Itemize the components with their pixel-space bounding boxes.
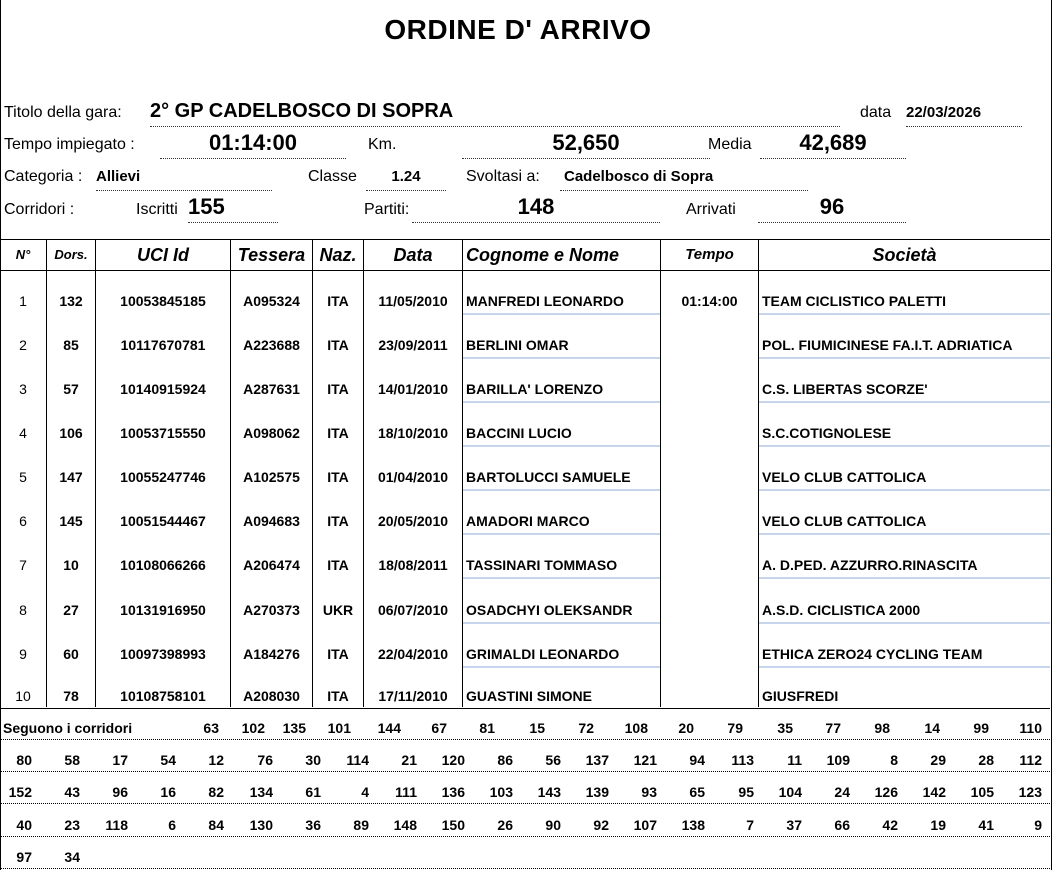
- team-cell: TEAM CICLISTICO PALETTI: [762, 293, 947, 309]
- uci-id-cell: 10108066266: [120, 557, 206, 573]
- row-divider: [463, 533, 660, 535]
- follower-bib: 152: [8, 784, 32, 800]
- row-divider: [463, 401, 660, 403]
- follower-bib: 28: [978, 752, 994, 768]
- follower-bib: 98: [874, 720, 890, 736]
- follower-bib: 142: [922, 784, 946, 800]
- team-cell: VELO CLUB CATTOLICA: [762, 513, 927, 529]
- followers-line-rule: [0, 803, 1050, 804]
- km-label: Km.: [368, 136, 397, 153]
- team-cell: VELO CLUB CATTOLICA: [762, 469, 927, 485]
- uci-id-cell: 10131916950: [120, 602, 206, 618]
- birthdate-cell: 18/08/2011: [378, 557, 448, 573]
- uci-id-cell: 10055247746: [120, 469, 206, 485]
- follower-bib: 42: [882, 817, 898, 833]
- follower-bib: 35: [777, 720, 793, 736]
- follower-bib: 118: [105, 817, 128, 833]
- follower-bib: 26: [497, 817, 513, 833]
- follower-bib: 90: [545, 817, 561, 833]
- follower-bib: 82: [208, 784, 224, 800]
- follower-bib: 148: [393, 817, 417, 833]
- follower-bib: 58: [64, 752, 80, 768]
- birthdate-cell: 17/11/2010: [378, 688, 448, 704]
- follower-bib: 102: [241, 720, 265, 736]
- license-cell: A287631: [243, 381, 300, 397]
- team-cell: C.S. LIBERTAS SCORZE': [762, 381, 928, 397]
- follower-bib: 9: [1034, 817, 1042, 833]
- follower-bib: 107: [633, 817, 657, 833]
- uci-id-cell: 10051544467: [120, 513, 206, 529]
- category-value: Allievi: [96, 168, 141, 185]
- follower-bib: 24: [834, 784, 850, 800]
- race-title-field: [150, 100, 840, 127]
- race-title-value: 2° GP CADELBOSCO DI SOPRA: [150, 100, 454, 122]
- follower-bib: 126: [874, 784, 898, 800]
- follower-bib: 36: [305, 817, 321, 833]
- nation-cell: ITA: [327, 513, 349, 529]
- follower-bib: 150: [441, 817, 465, 833]
- follower-bib: 89: [353, 817, 369, 833]
- name-cell: GRIMALDI LEONARDO: [466, 646, 620, 662]
- follower-bib: 95: [738, 784, 754, 800]
- license-cell: A206474: [243, 557, 300, 573]
- row-divider: [463, 445, 660, 447]
- follower-bib: 111: [395, 784, 417, 800]
- birthdate-cell: 11/05/2010: [378, 293, 448, 309]
- license-cell: A184276: [243, 646, 300, 662]
- birthdate-cell: 20/05/2010: [377, 513, 449, 529]
- license-cell: A102575: [243, 469, 300, 485]
- table-bottom-line: [0, 708, 1050, 709]
- team-cell: POL. FIUMICINESE FA.I.T. ADRIATICA: [762, 337, 1013, 353]
- header-time: Tempo: [685, 246, 734, 263]
- followers-line-rule: [0, 771, 1050, 772]
- follower-bib: 14: [924, 720, 940, 736]
- bib-cell: 60: [63, 646, 79, 662]
- row-divider: [759, 313, 1050, 315]
- enrolled-value: 155: [188, 194, 278, 223]
- follower-bib: 123: [1018, 784, 1042, 800]
- follower-bib: 97: [16, 849, 32, 865]
- held-value: Cadelbosco di Sopra: [564, 168, 714, 185]
- follower-bib: 130: [249, 817, 273, 833]
- follower-bib: 21: [401, 752, 417, 768]
- follower-bib: 63: [203, 720, 219, 736]
- header-rank: N°: [15, 247, 31, 262]
- header-nation: Naz.: [319, 245, 357, 265]
- avg-label: Media: [708, 136, 752, 153]
- follower-bib: 103: [489, 784, 513, 800]
- enrolled-label: Iscritti: [136, 201, 178, 218]
- birthdate-cell: 14/01/2010: [377, 381, 449, 397]
- avg-value: 42,689: [760, 130, 906, 159]
- arrived-value: 96: [758, 194, 906, 223]
- license-cell: A098062: [243, 425, 300, 441]
- row-divider: [759, 622, 1050, 624]
- follower-bib: 143: [537, 784, 561, 800]
- follower-bib: 120: [441, 752, 465, 768]
- bib-cell: 27: [63, 602, 79, 618]
- table-top-line: [0, 239, 1050, 240]
- follower-bib: 138: [681, 817, 705, 833]
- header-birthdate: Data: [393, 245, 433, 265]
- rank-cell: 8: [19, 602, 27, 618]
- arrived-label: Arrivati: [686, 201, 736, 218]
- follower-bib: 43: [64, 784, 80, 800]
- uci-id-cell: 10117670781: [120, 337, 206, 353]
- name-cell: BERLINI OMAR: [466, 337, 569, 353]
- follower-bib: 61: [305, 784, 321, 800]
- follower-bib: 54: [160, 752, 176, 768]
- row-divider: [759, 489, 1050, 491]
- nation-cell: ITA: [327, 337, 349, 353]
- follower-bib: 121: [633, 752, 657, 768]
- row-divider: [463, 357, 660, 359]
- follower-bib: 8: [890, 752, 898, 768]
- follower-bib: 6: [168, 817, 176, 833]
- follower-bib: 114: [346, 752, 369, 768]
- header-team: Società: [872, 245, 937, 265]
- time-label: Tempo impiegato :: [4, 136, 135, 153]
- follower-bib: 93: [641, 784, 657, 800]
- follower-bib: 139: [585, 784, 609, 800]
- nation-cell: ITA: [327, 381, 349, 397]
- bib-cell: 85: [63, 337, 79, 353]
- row-divider: [463, 489, 660, 491]
- row-divider: [759, 666, 1050, 668]
- follower-bib: 30: [305, 752, 321, 768]
- follower-bib: 16: [160, 784, 176, 800]
- follower-bib: 135: [282, 720, 306, 736]
- started-label: Partiti:: [364, 201, 410, 218]
- follower-bib: 56: [545, 752, 561, 768]
- license-cell: A270373: [243, 602, 300, 618]
- follower-bib: 76: [257, 752, 273, 768]
- rank-cell: 2: [19, 337, 27, 353]
- rank-cell: 5: [19, 469, 27, 485]
- follower-bib: 67: [431, 720, 447, 736]
- name-cell: BARTOLUCCI SAMUELE: [466, 469, 631, 485]
- nation-cell: ITA: [327, 425, 349, 441]
- held-field: [560, 168, 808, 191]
- follower-bib: 86: [497, 752, 513, 768]
- date-label: data: [860, 104, 892, 121]
- follower-bib: 105: [970, 784, 994, 800]
- team-cell: S.C.COTIGNOLESE: [762, 425, 892, 441]
- date-field: [906, 104, 1022, 127]
- birthdate-cell: 18/10/2010: [377, 425, 449, 441]
- license-cell: A223688: [243, 337, 300, 353]
- column-divider: [462, 239, 463, 707]
- follower-bib: 66: [834, 817, 850, 833]
- follower-bib: 80: [16, 752, 32, 768]
- nation-cell: ITA: [327, 469, 349, 485]
- license-cell: A095324: [243, 293, 300, 309]
- date-value: 22/03/2026: [906, 104, 982, 121]
- follower-bib: 4: [361, 784, 369, 800]
- birthdate-cell: 06/07/2010: [377, 602, 449, 618]
- row-divider: [759, 445, 1050, 447]
- column-divider: [660, 239, 661, 707]
- nation-cell: UKR: [322, 602, 354, 618]
- follower-bib: 40: [16, 817, 32, 833]
- follower-bib: 79: [727, 720, 743, 736]
- row-divider: [759, 401, 1050, 403]
- followers-line-rule: [0, 739, 1050, 740]
- follower-bib: 65: [689, 784, 705, 800]
- bib-cell: 57: [63, 381, 79, 397]
- rank-cell: 7: [19, 557, 27, 573]
- follower-bib: 92: [593, 817, 609, 833]
- followers-label: Seguono i corridori: [3, 720, 133, 736]
- follower-bib: 108: [624, 720, 648, 736]
- follower-bib: 77: [825, 720, 841, 736]
- held-label: Svoltasi a:: [466, 168, 540, 185]
- birthdate-cell: 01/04/2010: [377, 469, 449, 485]
- nation-cell: ITA: [327, 688, 349, 704]
- follower-bib: 72: [578, 720, 594, 736]
- name-cell: AMADORI MARCO: [466, 513, 590, 529]
- header-uci-id: UCI Id: [137, 245, 189, 265]
- birthdate-cell: 22/04/2010: [377, 646, 449, 662]
- team-cell: GIUSFREDI: [762, 688, 839, 704]
- follower-bib: 34: [64, 849, 80, 865]
- uci-id-cell: 10140915924: [120, 381, 206, 397]
- uci-id-cell: 10053845185: [120, 293, 206, 309]
- category-field: [96, 168, 272, 191]
- row-divider: [463, 666, 660, 668]
- follower-bib: 12: [208, 752, 224, 768]
- column-divider: [758, 239, 759, 707]
- rank-cell: 4: [19, 425, 27, 441]
- follower-bib: 19: [930, 817, 946, 833]
- follower-bib: 81: [479, 720, 495, 736]
- started-value: 148: [412, 194, 660, 223]
- rank-cell: 9: [19, 646, 27, 662]
- bib-cell: 132: [59, 293, 83, 309]
- uci-id-cell: 10108758101: [120, 688, 206, 704]
- bib-cell: 78: [63, 688, 79, 704]
- name-cell: TASSINARI TOMMASO: [466, 557, 618, 573]
- follower-bib: 7: [746, 817, 754, 833]
- follower-bib: 101: [327, 720, 351, 736]
- follower-bib: 15: [529, 720, 545, 736]
- follower-bib: 109: [826, 752, 850, 768]
- follower-bib: 29: [930, 752, 946, 768]
- follower-bib: 136: [441, 784, 465, 800]
- follower-bib: 134: [249, 784, 273, 800]
- follower-bib: 144: [377, 720, 401, 736]
- license-cell: A094683: [243, 513, 300, 529]
- class-field: [366, 168, 446, 191]
- follower-bib: 112: [1019, 752, 1042, 768]
- name-cell: BACCINI LUCIO: [466, 425, 572, 441]
- rank-cell: 3: [19, 381, 27, 397]
- riders-label: Corridori :: [4, 201, 75, 218]
- uci-id-cell: 10097398993: [120, 646, 206, 662]
- name-cell: MANFREDI LEONARDO: [466, 293, 624, 309]
- followers-line-rule: [0, 836, 1050, 837]
- bib-cell: 10: [63, 557, 79, 573]
- name-cell: BARILLA' LORENZO: [466, 381, 604, 397]
- followers-line-rule: [0, 868, 1050, 869]
- bib-cell: 106: [59, 425, 83, 441]
- header-bib: Dors.: [54, 247, 88, 262]
- follower-bib: 11: [787, 752, 802, 768]
- follower-bib: 137: [585, 752, 609, 768]
- rank-cell: 10: [15, 688, 31, 704]
- row-divider: [759, 577, 1050, 579]
- rank-cell: 6: [19, 513, 27, 529]
- row-divider: [759, 533, 1050, 535]
- bib-cell: 145: [59, 513, 83, 529]
- km-value: 52,650: [462, 130, 710, 159]
- rank-cell: 1: [19, 293, 27, 309]
- follower-bib: 23: [64, 817, 80, 833]
- follower-bib: 113: [731, 752, 754, 768]
- team-cell: A. D.PED. AZZURRO.RINASCITA: [762, 557, 978, 573]
- time-value: 01:14:00: [160, 130, 346, 159]
- nation-cell: ITA: [327, 557, 349, 573]
- header-license: Tessera: [237, 245, 306, 265]
- race-title-label: Titolo della gara:: [4, 104, 122, 121]
- name-cell: GUASTINI SIMONE: [466, 688, 593, 704]
- row-divider: [759, 357, 1050, 359]
- follower-bib: 37: [786, 817, 802, 833]
- bib-cell: 147: [59, 469, 83, 485]
- row-divider: [463, 622, 660, 624]
- follower-bib: 110: [1019, 720, 1042, 736]
- follower-bib: 96: [112, 784, 128, 800]
- class-value: 1.24: [391, 168, 421, 185]
- follower-bib: 17: [112, 752, 128, 768]
- follower-bib: 104: [778, 784, 802, 800]
- license-cell: A208030: [243, 688, 300, 704]
- follower-bib: 41: [978, 817, 994, 833]
- uci-id-cell: 10053715550: [120, 425, 206, 441]
- nation-cell: ITA: [327, 646, 349, 662]
- row-divider: [463, 577, 660, 579]
- time-cell: 01:14:00: [681, 293, 738, 309]
- category-label: Categoria :: [4, 168, 83, 185]
- team-cell: A.S.D. CICLISTICA 2000: [762, 602, 921, 618]
- follower-bib: 84: [208, 817, 224, 833]
- page-title: ORDINE D' ARRIVO: [384, 14, 652, 45]
- team-cell: ETHICA ZERO24 CYCLING TEAM: [762, 646, 983, 662]
- birthdate-cell: 23/09/2011: [378, 337, 448, 353]
- class-label: Classe: [308, 168, 357, 185]
- row-divider: [463, 313, 660, 315]
- header-name: Cognome e Nome: [466, 245, 620, 265]
- table-header-line: [0, 270, 1050, 271]
- follower-bib: 20: [678, 720, 694, 736]
- follower-bib: 99: [973, 720, 989, 736]
- name-cell: OSADCHYI OLEKSANDR: [466, 602, 633, 618]
- follower-bib: 94: [689, 752, 705, 768]
- nation-cell: ITA: [327, 293, 349, 309]
